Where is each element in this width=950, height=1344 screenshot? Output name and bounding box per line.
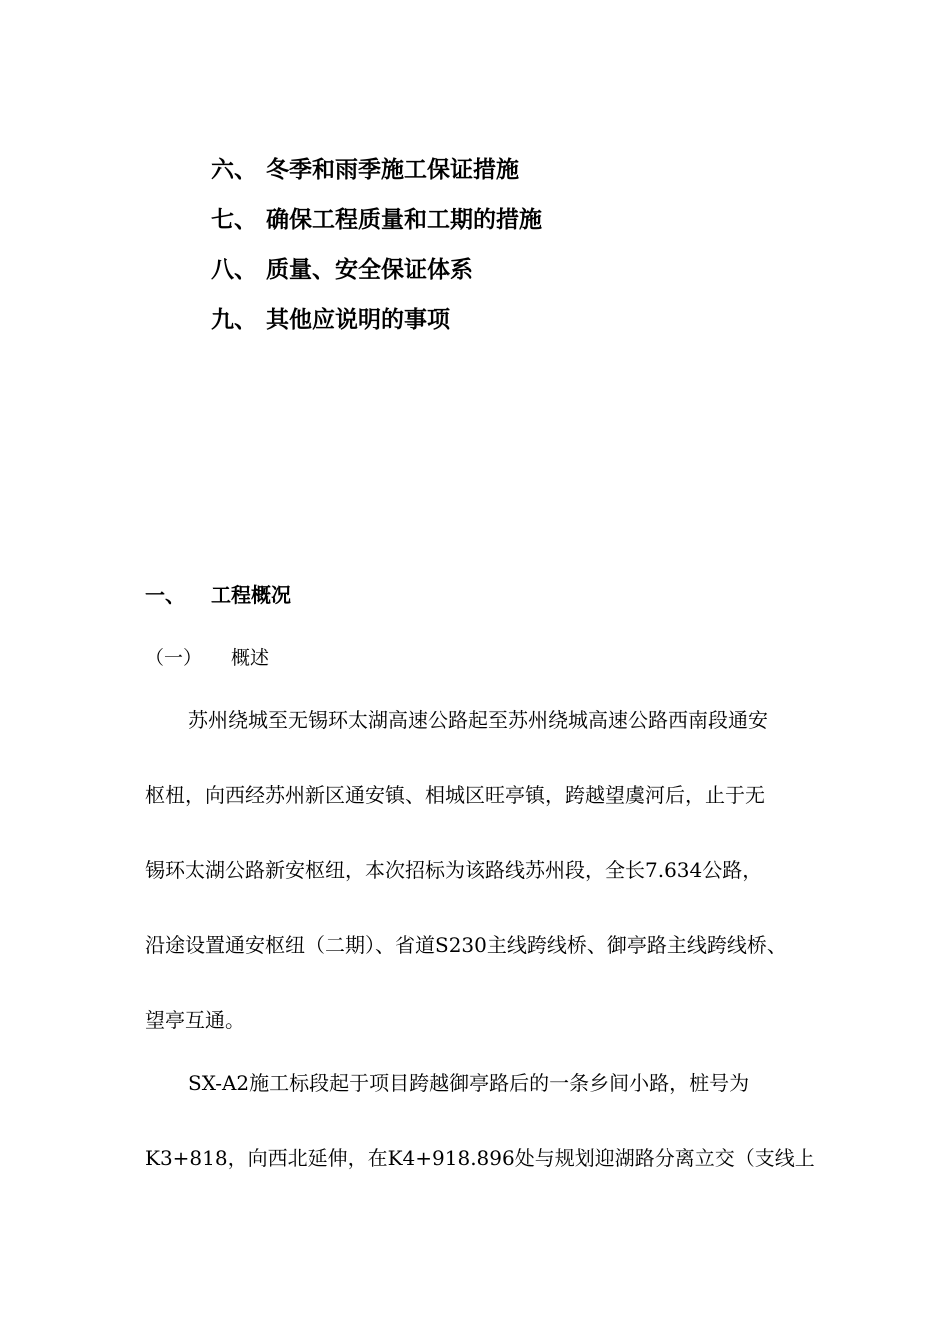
toc-item-7	[211, 205, 542, 235]
toc-item-9	[211, 305, 450, 335]
subsection-heading	[145, 643, 269, 673]
toc-item-text: 确保工程质量和工期的措施	[266, 206, 542, 233]
toc-item-text: 质量、安全保证体系	[266, 256, 473, 283]
section-title: 工程概况	[211, 583, 291, 607]
body-line: SX-A2施工标段起于项目跨越御亭路后的一条乡间小路，桩号为	[188, 1071, 750, 1095]
section-heading	[145, 580, 291, 610]
subsection-title: 概述	[231, 647, 270, 669]
body-line: K3+818，向西北延伸，在K4+918.896处与规划迎湖路分离立交（支线上	[145, 1146, 815, 1170]
body-line: 苏州绕城至无锡环太湖高速公路起至苏州绕城高速公路西南段通安	[188, 708, 768, 732]
toc-item-number: 六、	[211, 156, 257, 183]
toc-item-8	[211, 255, 473, 285]
toc-item-6	[211, 155, 519, 185]
section-number: 一、	[145, 583, 185, 607]
toc-item-number: 九、	[211, 306, 257, 333]
toc-item-number: 八、	[211, 256, 257, 283]
subsection-number: （一）	[145, 647, 203, 669]
body-line: 枢杻，向西经苏州新区通安镇、相城区旺亭镇，跨越望虞河后，止于无	[145, 783, 765, 807]
toc-item-number: 七、	[211, 206, 257, 233]
toc-item-text: 其他应说明的事项	[266, 306, 450, 333]
body-line: 沿途设置通安枢纽（二期）、省道S230主线跨线桥、御亭路主线跨线桥、	[145, 933, 787, 957]
body-line: 望亭互通。	[145, 1008, 245, 1032]
toc-item-text: 冬季和雨季施工保证措施	[266, 156, 519, 183]
body-line: 锡环太湖公路新安枢纽，本次招标为该路线苏州段，全长7.634公路，	[145, 858, 763, 882]
